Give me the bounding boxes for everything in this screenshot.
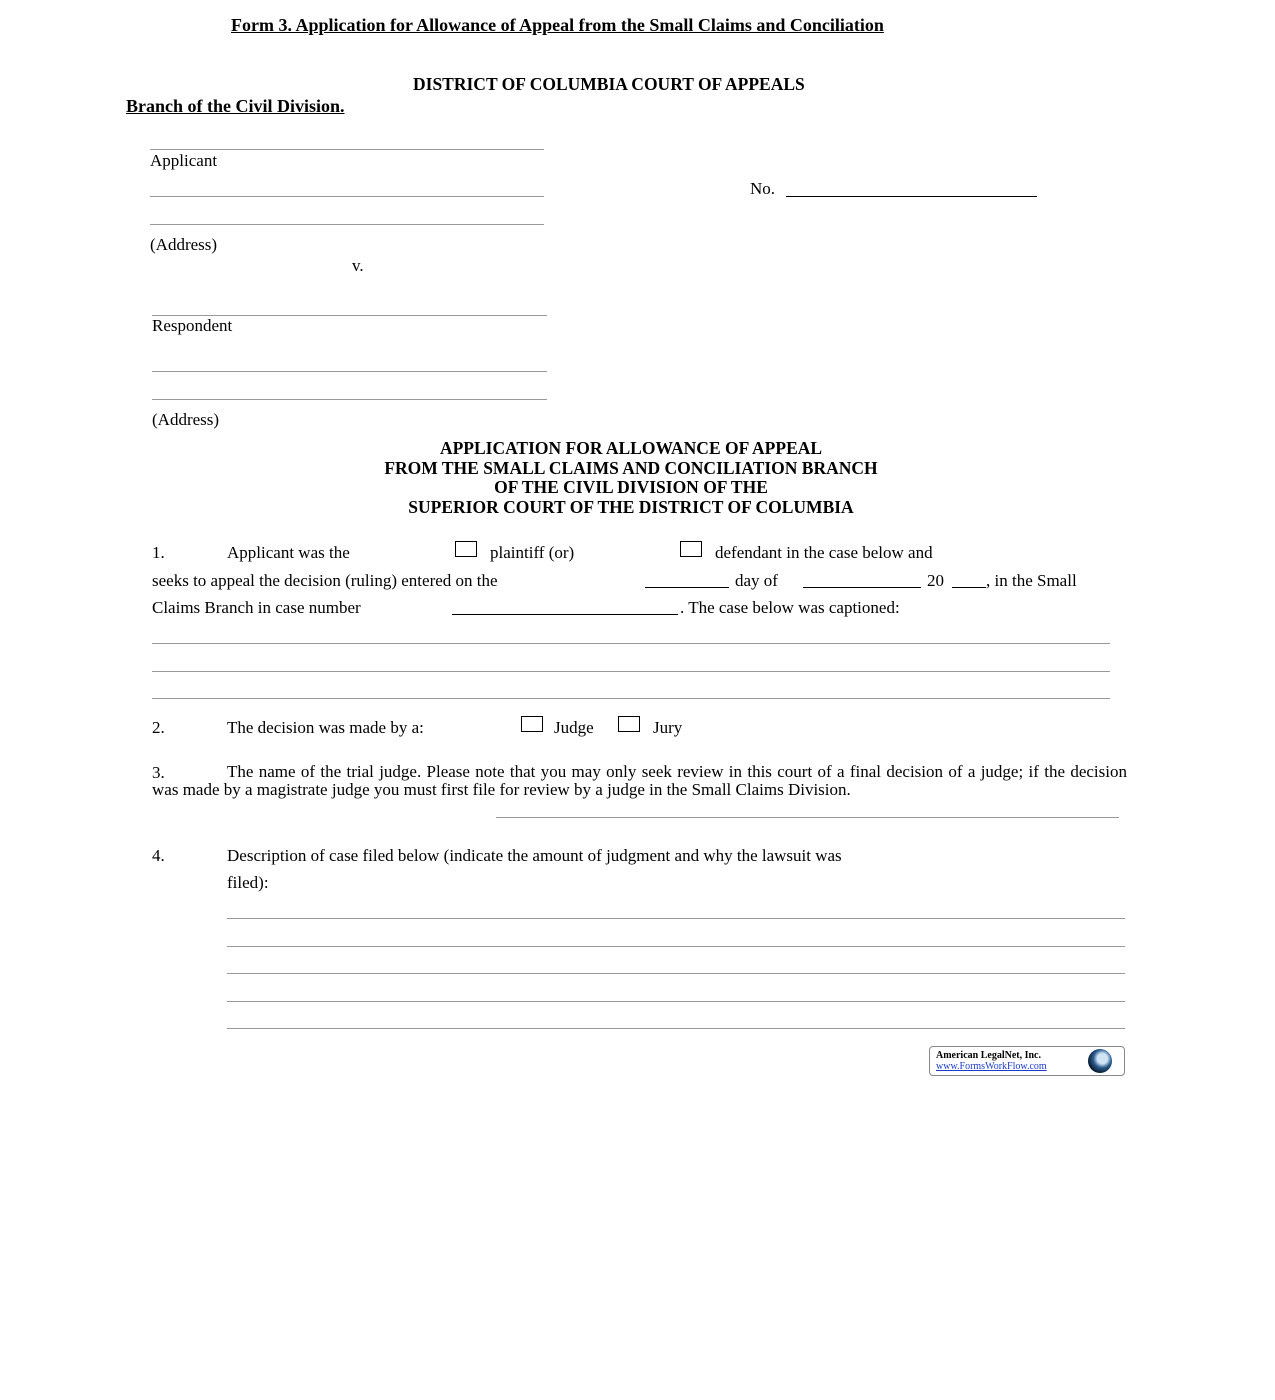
description-line[interactable]	[227, 1001, 1125, 1002]
item1-line2-text: seeks to appeal the decision (ruling) entered on the	[152, 571, 498, 590]
case-number-line[interactable]	[786, 196, 1037, 197]
item1-text: Applicant was the	[227, 543, 350, 562]
judge-label: Judge	[554, 718, 594, 737]
item3-text: The name of the trial judge. Please note that you may only seek review in this court of a final decision of a judge; if the decision was made by a magistrate judge you must first file for review by a judge in the Small Claims Division.	[152, 762, 1127, 799]
respondent-address-line-1[interactable]	[152, 371, 547, 372]
address-label-1: (Address)	[150, 235, 218, 254]
plaintiff-checkbox[interactable]	[455, 541, 477, 563]
title-line: OF THE CIVIL DIVISION OF THE	[494, 477, 768, 497]
form-title: Form 3. Application for Allowance of Appeal from the Small Claims and Conciliation	[231, 15, 884, 35]
jury-label: Jury	[653, 718, 683, 737]
case-number-label: No.	[750, 179, 776, 198]
applicant-label: Applicant	[150, 151, 218, 170]
item4-text: Description of case filed below (indicate the amount of judgment and why the lawsuit was	[227, 846, 842, 865]
title-line: APPLICATION FOR ALLOWANCE OF APPEAL	[439, 438, 823, 458]
defendant-label: defendant in the case below and	[715, 543, 933, 562]
item2-text: The decision was made by a:	[227, 718, 424, 737]
small-label: , in the Small	[986, 571, 1077, 590]
day-of-label: day of	[735, 571, 778, 590]
branch-title: Branch of the Civil Division.	[126, 96, 345, 116]
description-line[interactable]	[227, 973, 1125, 974]
description-line[interactable]	[227, 918, 1125, 919]
description-line[interactable]	[227, 1028, 1125, 1029]
year-field[interactable]	[952, 573, 986, 588]
application-title	[0, 439, 1262, 517]
defendant-checkbox[interactable]	[680, 541, 702, 563]
item4-text-2: filed):	[227, 873, 269, 892]
globe-icon	[1088, 1049, 1112, 1073]
versus-label: v.	[352, 256, 364, 275]
address-label-2: (Address)	[152, 410, 220, 429]
plaintiff-label: plaintiff (or)	[490, 543, 575, 562]
description-line[interactable]	[227, 946, 1125, 947]
court-name: DISTRICT OF COLUMBIA COURT OF APPEALS	[413, 74, 805, 94]
caption-line[interactable]	[152, 671, 1110, 672]
day-field[interactable]	[645, 573, 729, 588]
applicant-address-line-1[interactable]	[150, 196, 544, 197]
item1-line3-text: Claims Branch in case number	[152, 598, 361, 617]
caption-line[interactable]	[152, 643, 1110, 644]
jury-checkbox[interactable]	[618, 716, 640, 738]
applicant-line[interactable]	[150, 149, 544, 150]
title-line: SUPERIOR COURT OF THE DISTRICT OF COLUMBIA	[408, 496, 854, 517]
respondent-address-line-2[interactable]	[152, 399, 547, 400]
year-prefix: 20	[927, 571, 944, 590]
trial-judge-line[interactable]	[496, 817, 1119, 818]
item4-number: 4.	[152, 846, 165, 865]
item2-number: 2.	[152, 718, 165, 737]
logo-website-link[interactable]: www.FormsWorkFlow.com	[936, 1061, 1047, 1072]
case-number-field[interactable]	[452, 600, 678, 615]
logo-company: American LegalNet, Inc.	[936, 1050, 1041, 1061]
respondent-label: Respondent	[152, 316, 233, 335]
item3-number: 3.	[152, 763, 165, 782]
judge-checkbox[interactable]	[521, 716, 543, 738]
captioned-label: . The case below was captioned:	[680, 598, 900, 617]
applicant-address-line-2[interactable]	[150, 224, 544, 225]
title-line: FROM THE SMALL CLAIMS AND CONCILIATION BRANCH	[384, 457, 878, 478]
month-field[interactable]	[803, 573, 921, 588]
caption-line[interactable]	[152, 698, 1110, 699]
item1-number: 1.	[152, 543, 165, 562]
legalnet-logo	[929, 1046, 1125, 1076]
